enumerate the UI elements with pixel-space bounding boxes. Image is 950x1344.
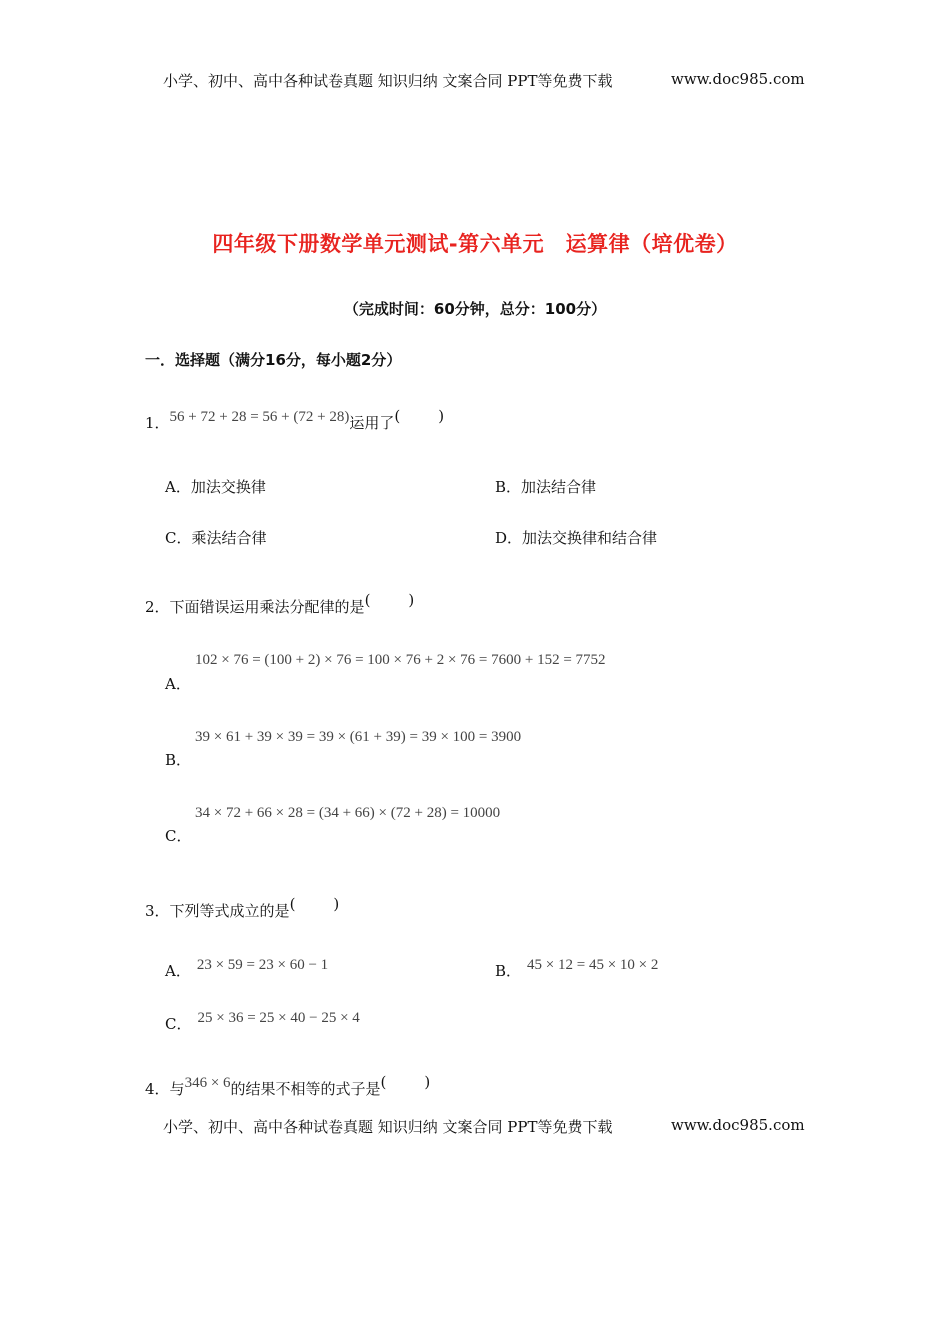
- question-number: 1．: [145, 414, 170, 432]
- option-label: A．: [165, 962, 191, 980]
- option-label: C．: [165, 1015, 192, 1033]
- header-text: 小学、初中、高中各种试卷真题 知识归纳 文案合同 PPT等免费下载: [163, 72, 613, 90]
- option-label: D．: [495, 529, 523, 547]
- footer-text: 小学、初中、高中各种试卷真题 知识归纳 文案合同 PPT等免费下载: [163, 1118, 613, 1136]
- option-b-formula: 39 × 61 + 39 × 39 = 39 × (61 + 39) = 39 × 100 = 3900: [195, 729, 522, 745]
- footer-site[interactable]: www.doc985.com: [671, 1116, 805, 1134]
- header-site[interactable]: www.doc985.com: [671, 70, 805, 88]
- question-formula: 56 + 72 + 28 = 56 + (72 + 28): [169, 409, 350, 425]
- answer-blank[interactable]: ( ): [289, 895, 340, 913]
- page-header: [163, 70, 805, 91]
- option-b[interactable]: B．: [165, 751, 192, 769]
- question-2: [145, 591, 415, 617]
- question-3: [145, 895, 340, 921]
- answer-blank[interactable]: ( ): [394, 407, 445, 425]
- question-1: [145, 407, 445, 433]
- question-stem: 下列等式成立的是: [169, 902, 290, 920]
- option-a-formula: 102 × 76 = (100 + 2) × 76 = 100 × 76 + 2 × 76 = 7600 + 152 = 7752: [195, 652, 606, 668]
- option-formula: 25 × 36 = 25 × 40 − 25 × 4: [197, 1010, 360, 1026]
- question-number: 3．: [145, 902, 170, 920]
- option-c[interactable]: [165, 1010, 360, 1034]
- option-c[interactable]: [165, 527, 267, 548]
- option-label: C．: [165, 529, 192, 547]
- option-b[interactable]: [495, 957, 659, 981]
- answer-blank[interactable]: ( ): [364, 591, 415, 609]
- option-a[interactable]: [165, 476, 266, 497]
- option-a[interactable]: [165, 957, 329, 981]
- question-stem: 的结果不相等的式子是: [230, 1080, 381, 1098]
- question-stem: 下面错误运用乘法分配律的是: [169, 598, 365, 616]
- option-d[interactable]: [495, 527, 657, 548]
- page-title: 四年级下册数学单元测试-第六单元 运算律（培优卷）: [212, 232, 738, 256]
- question-formula: 346 × 6: [184, 1075, 231, 1091]
- option-c-formula: 34 × 72 + 66 × 28 = (34 + 66) × (72 + 28) = 10000: [195, 805, 501, 821]
- question-4: [145, 1073, 431, 1099]
- option-c[interactable]: C．: [165, 827, 192, 845]
- option-label: A．: [165, 478, 191, 496]
- question-number: 4．: [145, 1080, 170, 1098]
- option-text: 乘法结合律: [191, 529, 267, 547]
- option-formula: 23 × 59 = 23 × 60 − 1: [196, 957, 329, 973]
- page-footer: [163, 1116, 805, 1137]
- page-subtitle: （完成时间：60分钟，总分：100分）: [343, 300, 607, 318]
- section-heading: 一．选择题（满分16分，每小题2分）: [145, 351, 402, 369]
- option-label: B．: [495, 478, 522, 496]
- question-number: 2．: [145, 598, 170, 616]
- question-prefix: 与: [169, 1080, 185, 1098]
- question-stem: 运用了: [349, 414, 395, 432]
- answer-blank[interactable]: ( ): [380, 1073, 431, 1091]
- option-text: 加法交换律: [190, 478, 266, 496]
- option-a[interactable]: A．: [165, 675, 191, 693]
- option-text: 加法结合律: [521, 478, 597, 496]
- option-b[interactable]: [495, 476, 596, 497]
- option-label: B．: [495, 962, 522, 980]
- option-text: 加法交换律和结合律: [522, 529, 658, 547]
- option-formula: 45 × 12 = 45 × 10 × 2: [527, 957, 659, 973]
